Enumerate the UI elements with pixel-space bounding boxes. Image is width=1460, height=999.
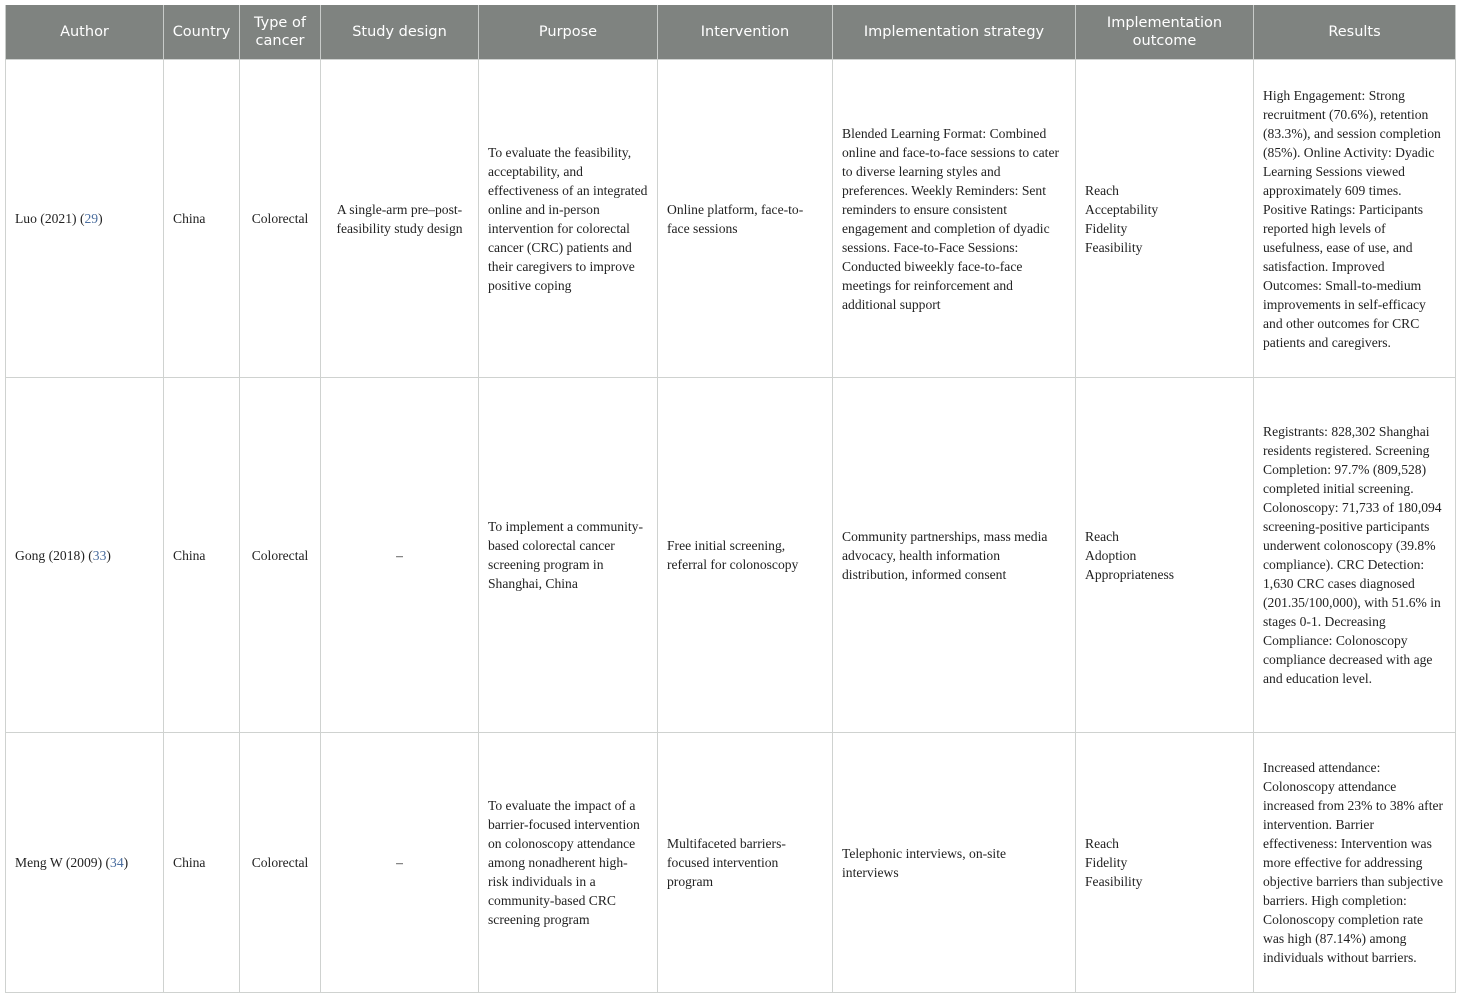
- reference-link[interactable]: 29: [84, 211, 99, 226]
- table-row: [6, 733, 1456, 993]
- outcome-item: Feasibility: [1085, 874, 1143, 889]
- author-text: Meng W (2009): [15, 855, 103, 870]
- cancer-type-cell: Colorectal: [240, 60, 321, 378]
- purpose-cell: To implement a community-based colorectal cancer screening program in Shanghai, China: [479, 378, 658, 733]
- country-cell: China: [164, 60, 240, 378]
- study-design-cell: –: [321, 378, 479, 733]
- results-cell: High Engagement: Strong recruitment (70.6%), retention (83.3%), and session completion (85%). Online Activity: Dyadic Learning Sessions viewed approximately 609 times. Positive Ratings: Participants reported high levels of usefulness, ease of use, and satisfaction. Improved Outcomes: Small-to-medium improvements in self-efficacy and other outcomes for CRC patients and caregivers.: [1254, 60, 1456, 378]
- reference-link[interactable]: 33: [92, 547, 107, 563]
- author-cell: Meng W (2009) (34): [6, 733, 164, 993]
- outcome-item: Adoption: [1085, 547, 1137, 563]
- header-results: Results: [1254, 5, 1456, 60]
- strategy-cell: Blended Learning Format: Combined online and face-to-face sessions to cater to diverse learning styles and preferences. Weekly Reminders: Sent reminders to ensure consistent engagement and completion of dyadic sessions. Face-to-Face Sessions: Conducted biweekly face-to-face meetings for reinforcement and additional support: [833, 60, 1076, 378]
- outcome-item: Acceptability: [1085, 201, 1159, 217]
- header-type-of-cancer: Type of cancer: [240, 5, 321, 60]
- study-design-cell: A single-arm pre–post-feasibility study design: [321, 60, 479, 378]
- cancer-type-cell: Colorectal: [240, 378, 321, 733]
- header-study-design: Study design: [321, 5, 479, 60]
- author-cell: Luo (2021) (29): [6, 60, 164, 378]
- outcome-item: Reach: [1085, 528, 1119, 544]
- outcome-item: Fidelity: [1085, 220, 1128, 236]
- studies-table: [5, 5, 1456, 993]
- results-cell: Registrants: 828,302 Shanghai residents registered. Screening Completion: 97.7% (809,528) completed initial screening. Colonoscopy: 71,733 of 180,094 screening-positive participants underwent colonoscopy (39.8% compliance). CRC Detection: 1,630 CRC cases diagnosed (201.35/100,000), with 51.6% in stages 0-1. Decreasing Compliance: Colonoscopy compliance decreased with age and education level.: [1254, 378, 1456, 733]
- header-intervention: Intervention: [658, 5, 833, 60]
- header-author: Author: [6, 5, 164, 60]
- intervention-cell: Free initial screening, referral for colonoscopy: [658, 378, 833, 733]
- author-text: Gong (2018): [15, 547, 85, 563]
- outcome-item: Fidelity: [1085, 855, 1128, 870]
- country-cell: China: [164, 733, 240, 993]
- outcome-cell: [1076, 60, 1254, 378]
- header-purpose: Purpose: [479, 5, 658, 60]
- outcome-item: Reach: [1085, 836, 1119, 851]
- strategy-cell: Community partnerships, mass media advocacy, health information distribution, informed consent: [833, 378, 1076, 733]
- strategy-cell: Telephonic interviews, on-site interviews: [833, 733, 1076, 993]
- header-country: Country: [164, 5, 240, 60]
- outcome-item: Feasibility: [1085, 239, 1143, 255]
- purpose-cell: To evaluate the impact of a barrier-focused intervention on colonoscopy attendance among nonadherent high-risk individuals in a community-based CRC screening program: [479, 733, 658, 993]
- table-row: [6, 378, 1456, 733]
- header-row: [6, 5, 1456, 60]
- author-text: Luo (2021): [15, 211, 77, 226]
- header-implementation-strategy: Implementation strategy: [833, 5, 1076, 60]
- reference-link[interactable]: 34: [110, 855, 124, 870]
- country-cell: China: [164, 378, 240, 733]
- intervention-cell: Multifaceted barriers-focused intervention program: [658, 733, 833, 993]
- outcome-cell: [1076, 378, 1254, 733]
- header-implementation-outcome: Implementation outcome: [1076, 5, 1254, 60]
- cancer-type-cell: Colorectal: [240, 733, 321, 993]
- results-cell: Increased attendance: Colonoscopy attendance increased from 23% to 38% after intervention. Barrier effectiveness: Intervention was more effective for addressing objective barriers than subjective barriers. High completion: Colonoscopy completion rate was high (87.14%) among individuals without barriers.: [1254, 733, 1456, 993]
- outcome-cell: [1076, 733, 1254, 993]
- outcome-item: Reach: [1085, 182, 1119, 198]
- intervention-cell: Online platform, face-to-face sessions: [658, 60, 833, 378]
- author-cell: Gong (2018) (33): [6, 378, 164, 733]
- table-row: [6, 60, 1456, 378]
- purpose-cell: To evaluate the feasibility, acceptability, and effectiveness of an integrated online and in-person intervention for colorectal cancer (CRC) patients and their caregivers to improve positive coping: [479, 60, 658, 378]
- study-design-cell: –: [321, 733, 479, 993]
- outcome-item: Appropriateness: [1085, 566, 1175, 582]
